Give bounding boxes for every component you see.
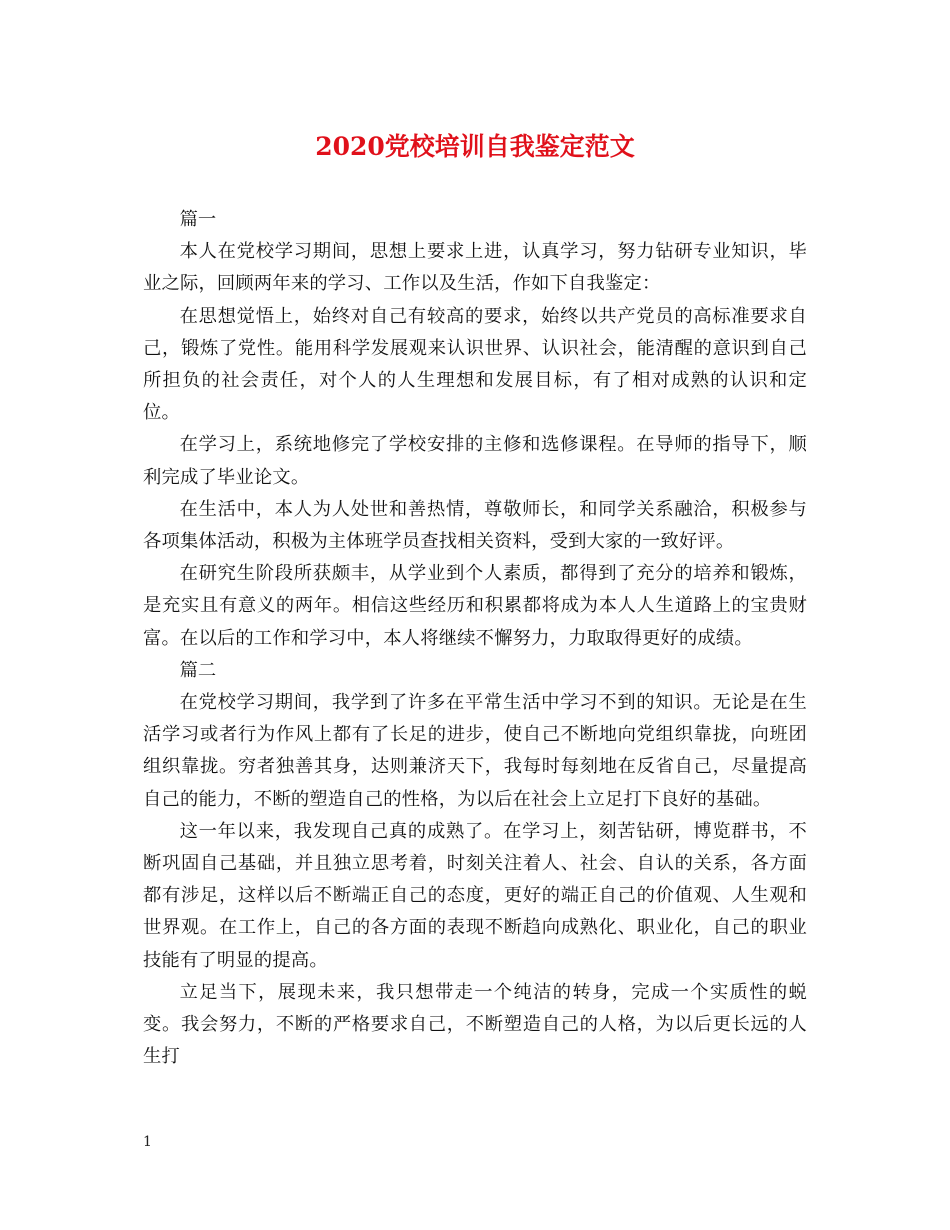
section-label: 篇二 bbox=[179, 659, 217, 681]
paragraph: 本人在党校学习期间，思想上要求上进，认真学习，努力钻研专业知识，毕业之际，回顾两年来的学习、工作以及生活，作如下自我鉴定： bbox=[143, 241, 807, 295]
paragraph: 在党校学习期间，我学到了许多在平常生活中学习不到的知识。无论是在生活学习或者行为作风上都有了长足的进步，使自己不断地向党组织靠拢，向班团组织靠拢。穷者独善其身，达则兼济天下，我每时每刻地在反省自己，尽量提高自己的能力，不断的塑造自己的性格，为以后在社会上立足打下良好的基础。 bbox=[143, 692, 807, 810]
section-label: 篇一 bbox=[179, 209, 217, 230]
paragraph: 在学习上，系统地修完了学校安排的主修和选修课程。在导师的指导下，顺利完成了毕业论文。 bbox=[143, 434, 807, 488]
paragraph: 立足当下，展现未来，我只想带走一个纯洁的转身，完成一个实质性的蜕变。我会努力，不断的严格要求自己，不断塑造自己的人格，为以后更长远的人生打 bbox=[143, 981, 807, 1068]
paragraph: 在生活中，本人为人处世和善热情，尊敬师长，和同学关系融洽，积极参与各项集体活动，积极为主体班学员查找相关资料，受到大家的一致好评。 bbox=[143, 498, 807, 553]
paragraph: 这一年以来，我发现自己真的成熟了。在学习上，刻苦钻研，博览群书，不断巩固自己基础，并且独立思考着，时刻关注着人、社会、自认的关系，各方面都有涉足，这样以后不断端正自己的态度，更好的端正自己的价值观、人生观和世界观。在工作上，自己的各方面的表现不断趋向成熟化、职业化，自己的职业技能有了明显的提高。 bbox=[143, 820, 807, 971]
paragraph: 在研究生阶段所获颇丰，从学业到个人素质，都得到了充分的培养和锻炼，是充实且有意义的两年。相信这些经历和积累都将成为本人人生道路上的宝贵财富。在以后的工作和学习中，本人将继续不懈努力，力取取得更好的成绩。 bbox=[143, 563, 807, 649]
page-number: 1 bbox=[143, 1134, 152, 1150]
document-title: 2020党校培训自我鉴定范文 bbox=[315, 132, 635, 161]
paragraph: 在思想觉悟上，始终对自己有较高的要求，始终以共产党员的高标准要求自己，锻炼了党性。能用科学发展观来认识世界、认识社会，能清醒的意识到自己所担负的社会责任，对个人的人生理想和发展目标，有了相对成熟的认识和定位。 bbox=[143, 305, 807, 424]
document-body bbox=[143, 204, 807, 1073]
